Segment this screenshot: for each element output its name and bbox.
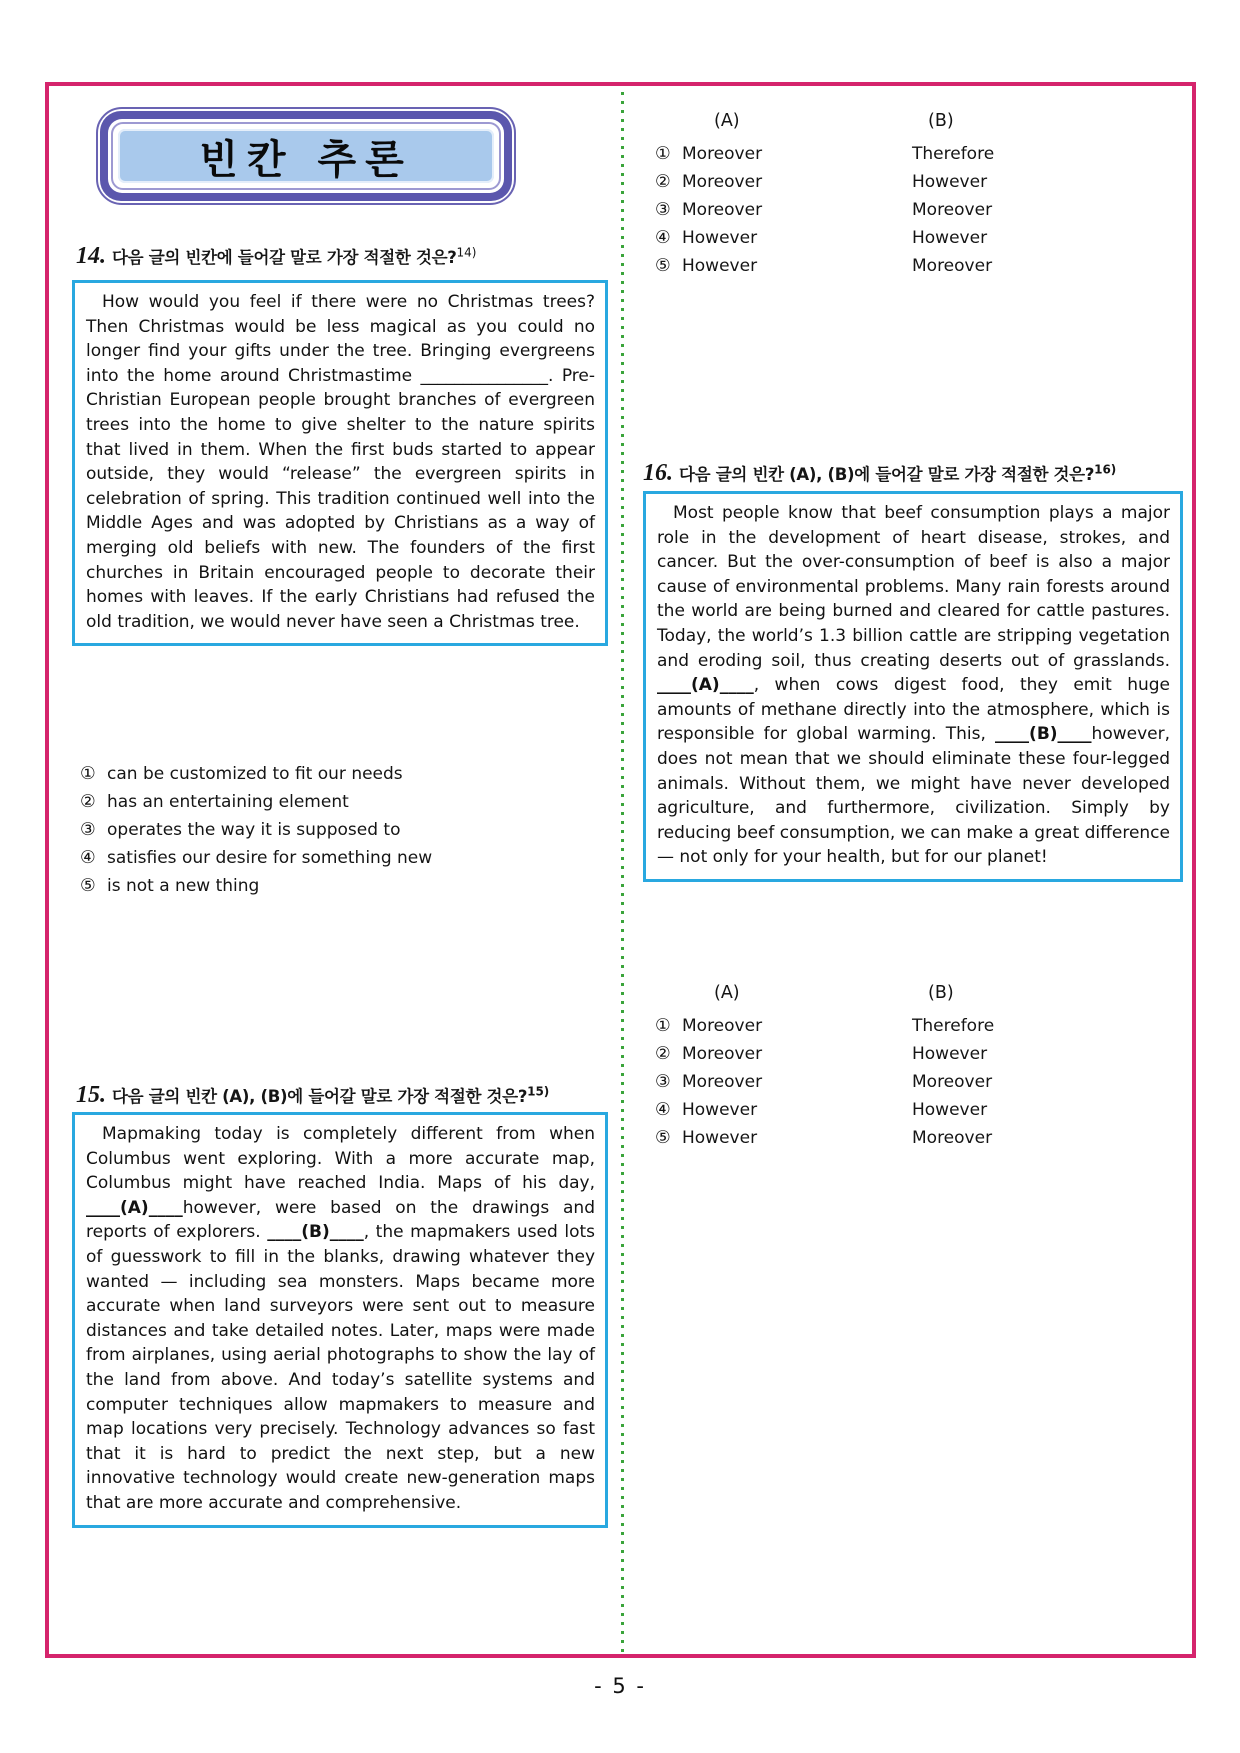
option-row bbox=[80, 788, 600, 816]
question-15-footnote: 15) bbox=[527, 1084, 550, 1099]
option-5-marker: ⑤ bbox=[655, 256, 671, 276]
column-b-header: (B) bbox=[928, 983, 954, 1003]
option-3-b: Moreover bbox=[912, 1072, 993, 1092]
option-2-marker: ② bbox=[80, 792, 96, 812]
question-15-prompt bbox=[76, 1082, 549, 1109]
option-4-text: satisfies our desire for something new bbox=[107, 848, 433, 868]
option-3-marker: ③ bbox=[655, 200, 671, 220]
question-14-passage: How would you feel if there were no Christmas trees? Then Christmas would be less magical as you could no longer find your gifts under the tree. Bringing evergreens into the home around Christmastime _______________. Pre-Christian European people brought branches of evergreen trees into the home to give shelter to the nature spirits that lived in them. When the first buds started to appear outside, they would “release” the evergreen spirits in celebration of spring. This tradition continued well into the Middle Ages and was adopted by Christians as a way of merging old beliefs with new. The founders of the first churches in Britain encouraged people to decorate their homes with leaves. If the early Christians had refused the old tradition, we would never have seen a Christmas tree. bbox=[72, 280, 608, 646]
question-16-number: 16. bbox=[643, 460, 673, 486]
option-row bbox=[655, 224, 1183, 252]
option-row bbox=[655, 1068, 1183, 1096]
option-row bbox=[655, 1012, 1183, 1040]
option-1-a: Moreover bbox=[682, 144, 763, 164]
section-header-box bbox=[96, 107, 516, 205]
option-2-b: However bbox=[912, 1044, 988, 1064]
option-2-a: Moreover bbox=[682, 1044, 763, 1064]
option-1-text: can be customized to fit our needs bbox=[107, 764, 403, 784]
question-14-prompt bbox=[76, 243, 476, 270]
option-3-b: Moreover bbox=[912, 200, 993, 220]
option-1-marker: ① bbox=[655, 1016, 671, 1036]
question-14-number: 14. bbox=[76, 243, 106, 269]
option-1-marker: ① bbox=[80, 764, 96, 784]
question-14-prompt-text: 다음 글의 빈칸에 들어갈 말로 가장 적절한 것은? bbox=[112, 248, 457, 267]
option-3-text: operates the way it is supposed to bbox=[107, 820, 401, 840]
section-header-band bbox=[100, 111, 512, 201]
option-4-marker: ④ bbox=[655, 228, 671, 248]
option-2-marker: ② bbox=[655, 1044, 671, 1064]
option-1-marker: ① bbox=[655, 144, 671, 164]
option-5-b: Moreover bbox=[912, 1128, 993, 1148]
question-16-ab-options bbox=[643, 980, 1183, 1152]
option-5-marker: ⑤ bbox=[80, 876, 96, 896]
column-a-header: (A) bbox=[714, 983, 740, 1003]
section-title: 빈칸 추론 bbox=[116, 127, 496, 185]
option-5-a: However bbox=[682, 1128, 758, 1148]
option-1-b: Therefore bbox=[912, 1016, 995, 1036]
page-number: - 5 - bbox=[594, 1674, 646, 1698]
option-1-b: Therefore bbox=[912, 144, 995, 164]
option-row bbox=[80, 872, 600, 900]
option-row bbox=[655, 196, 1183, 224]
question-16-prompt-text: 다음 글의 빈칸 (A), (B)에 들어갈 말로 가장 적절한 것은? bbox=[679, 465, 1095, 484]
option-1-a: Moreover bbox=[682, 1016, 763, 1036]
option-5-marker: ⑤ bbox=[655, 1128, 671, 1148]
column-b-header: (B) bbox=[928, 111, 954, 131]
option-row bbox=[80, 816, 600, 844]
option-4-marker: ④ bbox=[655, 1100, 671, 1120]
option-4-a: However bbox=[682, 228, 758, 248]
option-3-a: Moreover bbox=[682, 200, 763, 220]
option-row bbox=[655, 140, 1183, 168]
option-row bbox=[80, 844, 600, 872]
question-16-passage: Most people know that beef consumption plays a major role in the development of heart disease, strokes, and cancer. But the over-consumption of beef is also a major cause of environmental problems. Many rain forests around the world are being burned and cleared for cattle pastures. Today, the world’s 1.3 billion cattle are stripping vegetation and eroding soil, thus creating deserts out of grasslands. ____(A)____, when cows digest food, they emit huge amounts of methane directly into the atmosphere, which is responsible for global warming. This, ____(B)____however, does not mean that we should eliminate these four-legged animals. Without them, we might have never developed agriculture, and furthermore, civilization. Simply by reducing beef consumption, we can make a great difference — not only for your health, but for our planet! bbox=[643, 491, 1183, 882]
question-15-prompt-text: 다음 글의 빈칸 (A), (B)에 들어갈 말로 가장 적절한 것은? bbox=[112, 1087, 528, 1106]
option-5-a: However bbox=[682, 256, 758, 276]
option-row bbox=[655, 1096, 1183, 1124]
question-16-footnote: 16) bbox=[1094, 462, 1117, 477]
question-14-options bbox=[80, 760, 600, 900]
ab-header bbox=[655, 108, 1183, 134]
option-4-marker: ④ bbox=[80, 848, 96, 868]
option-5-text: is not a new thing bbox=[107, 876, 260, 896]
question-15-passage: Mapmaking today is completely different from when Columbus went exploring. With a more accurate map, Columbus might have reached India. Maps of his day, ____(A)____however, were based on the drawings and reports of explorers. ____(B)____, the mapmakers used lots of guesswork to fill in the blanks, drawing whatever they wanted — including sea monsters. Maps became more accurate when land surveyors were sent out to measure distances and take detailed notes. Later, maps were made from airplanes, using aerial photographs to show the lay of the land from above. And today’s satellite systems and computer techniques allow mapmakers to measure and map locations very precisely. Technology advances so fast that it is hard to predict the next step, but a new innovative technology would create new-generation maps that are more accurate and comprehensive. bbox=[72, 1112, 608, 1528]
option-3-marker: ③ bbox=[80, 820, 96, 840]
option-2-b: However bbox=[912, 172, 988, 192]
option-2-marker: ② bbox=[655, 172, 671, 192]
option-4-a: However bbox=[682, 1100, 758, 1120]
option-row bbox=[655, 1124, 1183, 1152]
option-row bbox=[655, 1040, 1183, 1068]
option-row bbox=[655, 252, 1183, 280]
column-a-header: (A) bbox=[714, 111, 740, 131]
question-15-number: 15. bbox=[76, 1082, 106, 1108]
option-5-b: Moreover bbox=[912, 256, 993, 276]
option-4-b: However bbox=[912, 1100, 988, 1120]
option-2-text: has an entertaining element bbox=[107, 792, 349, 812]
option-2-a: Moreover bbox=[682, 172, 763, 192]
option-row bbox=[655, 168, 1183, 196]
question-16-prompt bbox=[643, 460, 1116, 487]
question-15-ab-options bbox=[643, 108, 1183, 280]
ab-header bbox=[655, 980, 1183, 1006]
option-3-marker: ③ bbox=[655, 1072, 671, 1092]
option-row bbox=[80, 760, 600, 788]
question-14-footnote: 14) bbox=[456, 245, 477, 260]
column-divider bbox=[621, 92, 624, 1652]
option-4-b: However bbox=[912, 228, 988, 248]
option-3-a: Moreover bbox=[682, 1072, 763, 1092]
